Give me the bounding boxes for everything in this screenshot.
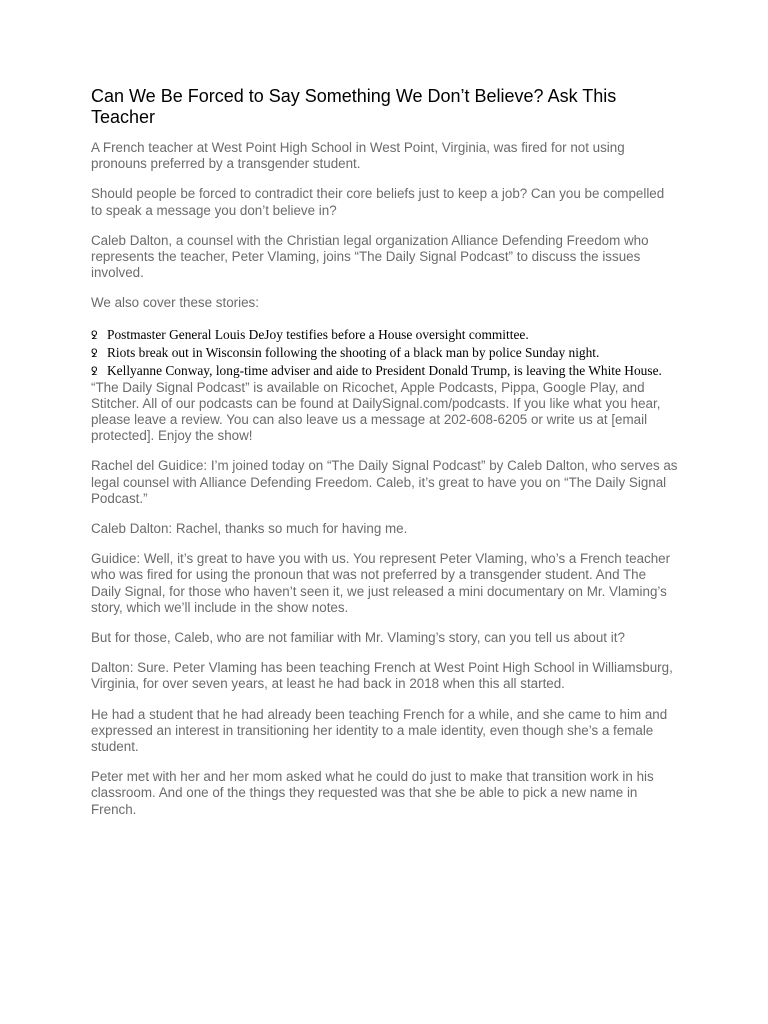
body-paragraph: But for those, Caleb, who are not familiar with Mr. Vlaming’s story, can you tell us about it? [91,630,625,646]
intro-paragraph: A French teacher at West Point High School in West Point, Virginia, was fired for not using pronouns preferred by a transgender student. [91,140,625,172]
bullet-glyph-icon: ꝿ [91,364,98,378]
stories-lead-in: We also cover these stories: [91,295,259,311]
body-paragraph: “The Daily Signal Podcast” is available on Ricochet, Apple Podcasts, Pippa, Google Play, and Stitcher. All of our podcasts can be found at DailySignal.com/podcasts. If you like what you hear, please leave a review. You can also leave us a message at 202-608-6205 or write us at [email protected]. Enjoy the show! [91,379,661,444]
story-bullet-text: Riots break out in Wisconsin following the shooting of a black man by police Sunday night. [107,344,600,360]
body-paragraph: Peter met with her and her mom asked what he could do just to make that transition work in his classroom. And one of the things they requested was that she be able to pick a new name in French. [91,769,654,817]
bullet-glyph-icon: ꝿ [91,346,98,360]
body-paragraph: Dalton: Sure. Peter Vlaming has been teaching French at West Point High School in Williamsburg, Virginia, for over seven years, at least he had back in 2018 when this all started. [91,660,673,692]
story-bullet [91,326,678,344]
body-paragraph: Caleb Dalton: Rachel, thanks so much for having me. [91,521,408,537]
body-paragraph: Rachel del Guidice: I’m joined today on “The Daily Signal Podcast” by Caleb Dalton, who serves as legal counsel with Alliance Defending Freedom. Caleb, it’s great to have you on “The Daily Signal Podcast.” [91,458,678,506]
body-paragraph: Guidice: Well, it’s great to have you with us. You represent Peter Vlaming, who’s a French teacher who was fired for using the pronoun that was not preferred by a transgender student. And The Daily Signal, for those who haven’t seen it, we just released a mini documentary on Mr. Vlaming’s story, which we’ll include in the show notes. [91,551,671,615]
story-bullet-list [91,326,678,380]
story-bullet [91,344,678,362]
bullet-glyph-icon: ꝿ [91,328,98,342]
story-bullet-text: Kellyanne Conway, long-time adviser and aide to President Donald Trump, is leaving the White House. [107,362,662,378]
article-title: Can We Be Forced to Say Something We Don’t Believe? Ask This Teacher [91,86,617,127]
story-bullet [91,362,678,380]
body-paragraph: He had a student that he had already been teaching French for a while, and she came to him and expressed an interest in transitioning her identity to a male identity, even though she’s a female student. [91,706,668,755]
intro-paragraph: Should people be forced to contradict their core beliefs just to keep a job? Can you be compelled to speak a message you don’t believe in? [91,186,665,218]
story-bullet-text: Postmaster General Louis DeJoy testifies before a House oversight committee. [107,326,529,342]
intro-paragraph: Caleb Dalton, a counsel with the Christian legal organization Alliance Defending Freedom who represents the teacher, Peter Vlaming, joins “The Daily Signal Podcast” to discuss the issues involved. [91,232,649,281]
